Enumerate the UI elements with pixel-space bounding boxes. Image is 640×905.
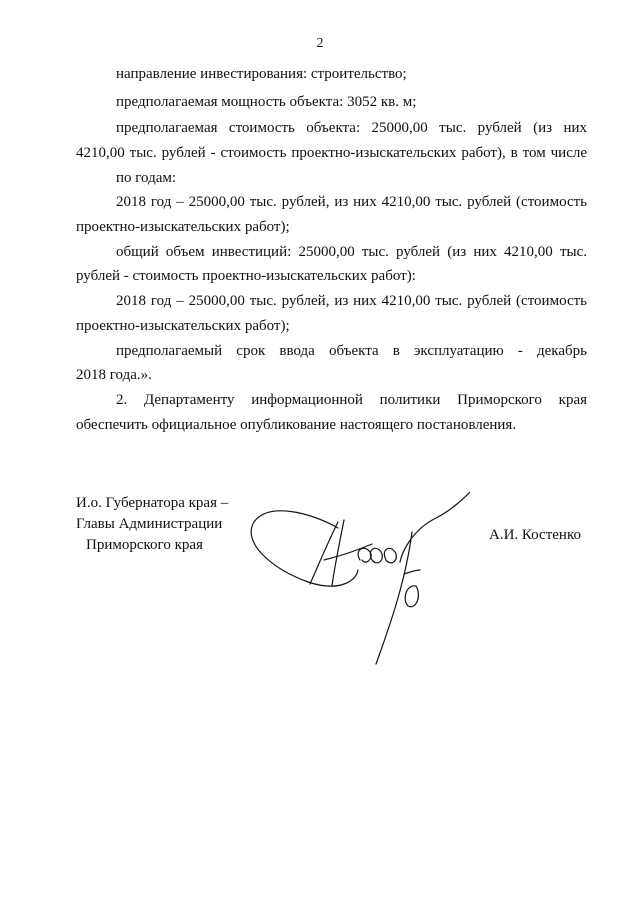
position-line: Главы Администрации bbox=[76, 516, 223, 532]
position-line: И.о. Губернатора края – bbox=[76, 495, 229, 511]
paragraph-line: 4210,00 тыс. рублей - стоимость проектно-изыскательских работ), в том числе bbox=[76, 145, 587, 161]
paragraph-line: предполагаемая стоимость объекта: 25000,00 тыс. рублей (из них bbox=[116, 120, 587, 136]
paragraph-line: по годам: bbox=[116, 170, 177, 186]
paragraph-line: проектно-изыскательских работ); bbox=[76, 219, 290, 235]
handwritten-signature-icon bbox=[240, 470, 470, 685]
page-number: 2 bbox=[316, 36, 324, 51]
paragraph-line: направление инвестирования: строительство; bbox=[116, 66, 407, 82]
position-line: Приморского края bbox=[86, 537, 203, 553]
paragraph-line: 2018 года.». bbox=[76, 367, 152, 383]
signatory-position bbox=[76, 493, 228, 556]
signatory-name: А.И. Костенко bbox=[489, 527, 581, 543]
paragraph-line: проектно-изыскательских работ); bbox=[76, 318, 290, 334]
paragraph-line: обеспечить официальное опубликование настоящего постановления. bbox=[76, 417, 517, 433]
paragraph-line: рублей - стоимость проектно-изыскательских работ): bbox=[76, 268, 416, 284]
paragraph-line: общий объем инвестиций: 25000,00 тыс. рублей (из них 4210,00 тыс. bbox=[116, 244, 587, 260]
paragraph-line: 2018 год – 25000,00 тыс. рублей, из них 4210,00 тыс. рублей (стоимость bbox=[116, 293, 587, 309]
paragraph-line: 2. Департаменту информационной политики Приморского края bbox=[116, 392, 587, 408]
paragraph-line: предполагаемый срок ввода объекта в эксплуатацию - декабрь bbox=[116, 343, 587, 359]
paragraph-line: 2018 год – 25000,00 тыс. рублей, из них 4210,00 тыс. рублей (стоимость bbox=[116, 194, 587, 210]
paragraph-line: предполагаемая мощность объекта: 3052 кв. м; bbox=[116, 94, 417, 110]
